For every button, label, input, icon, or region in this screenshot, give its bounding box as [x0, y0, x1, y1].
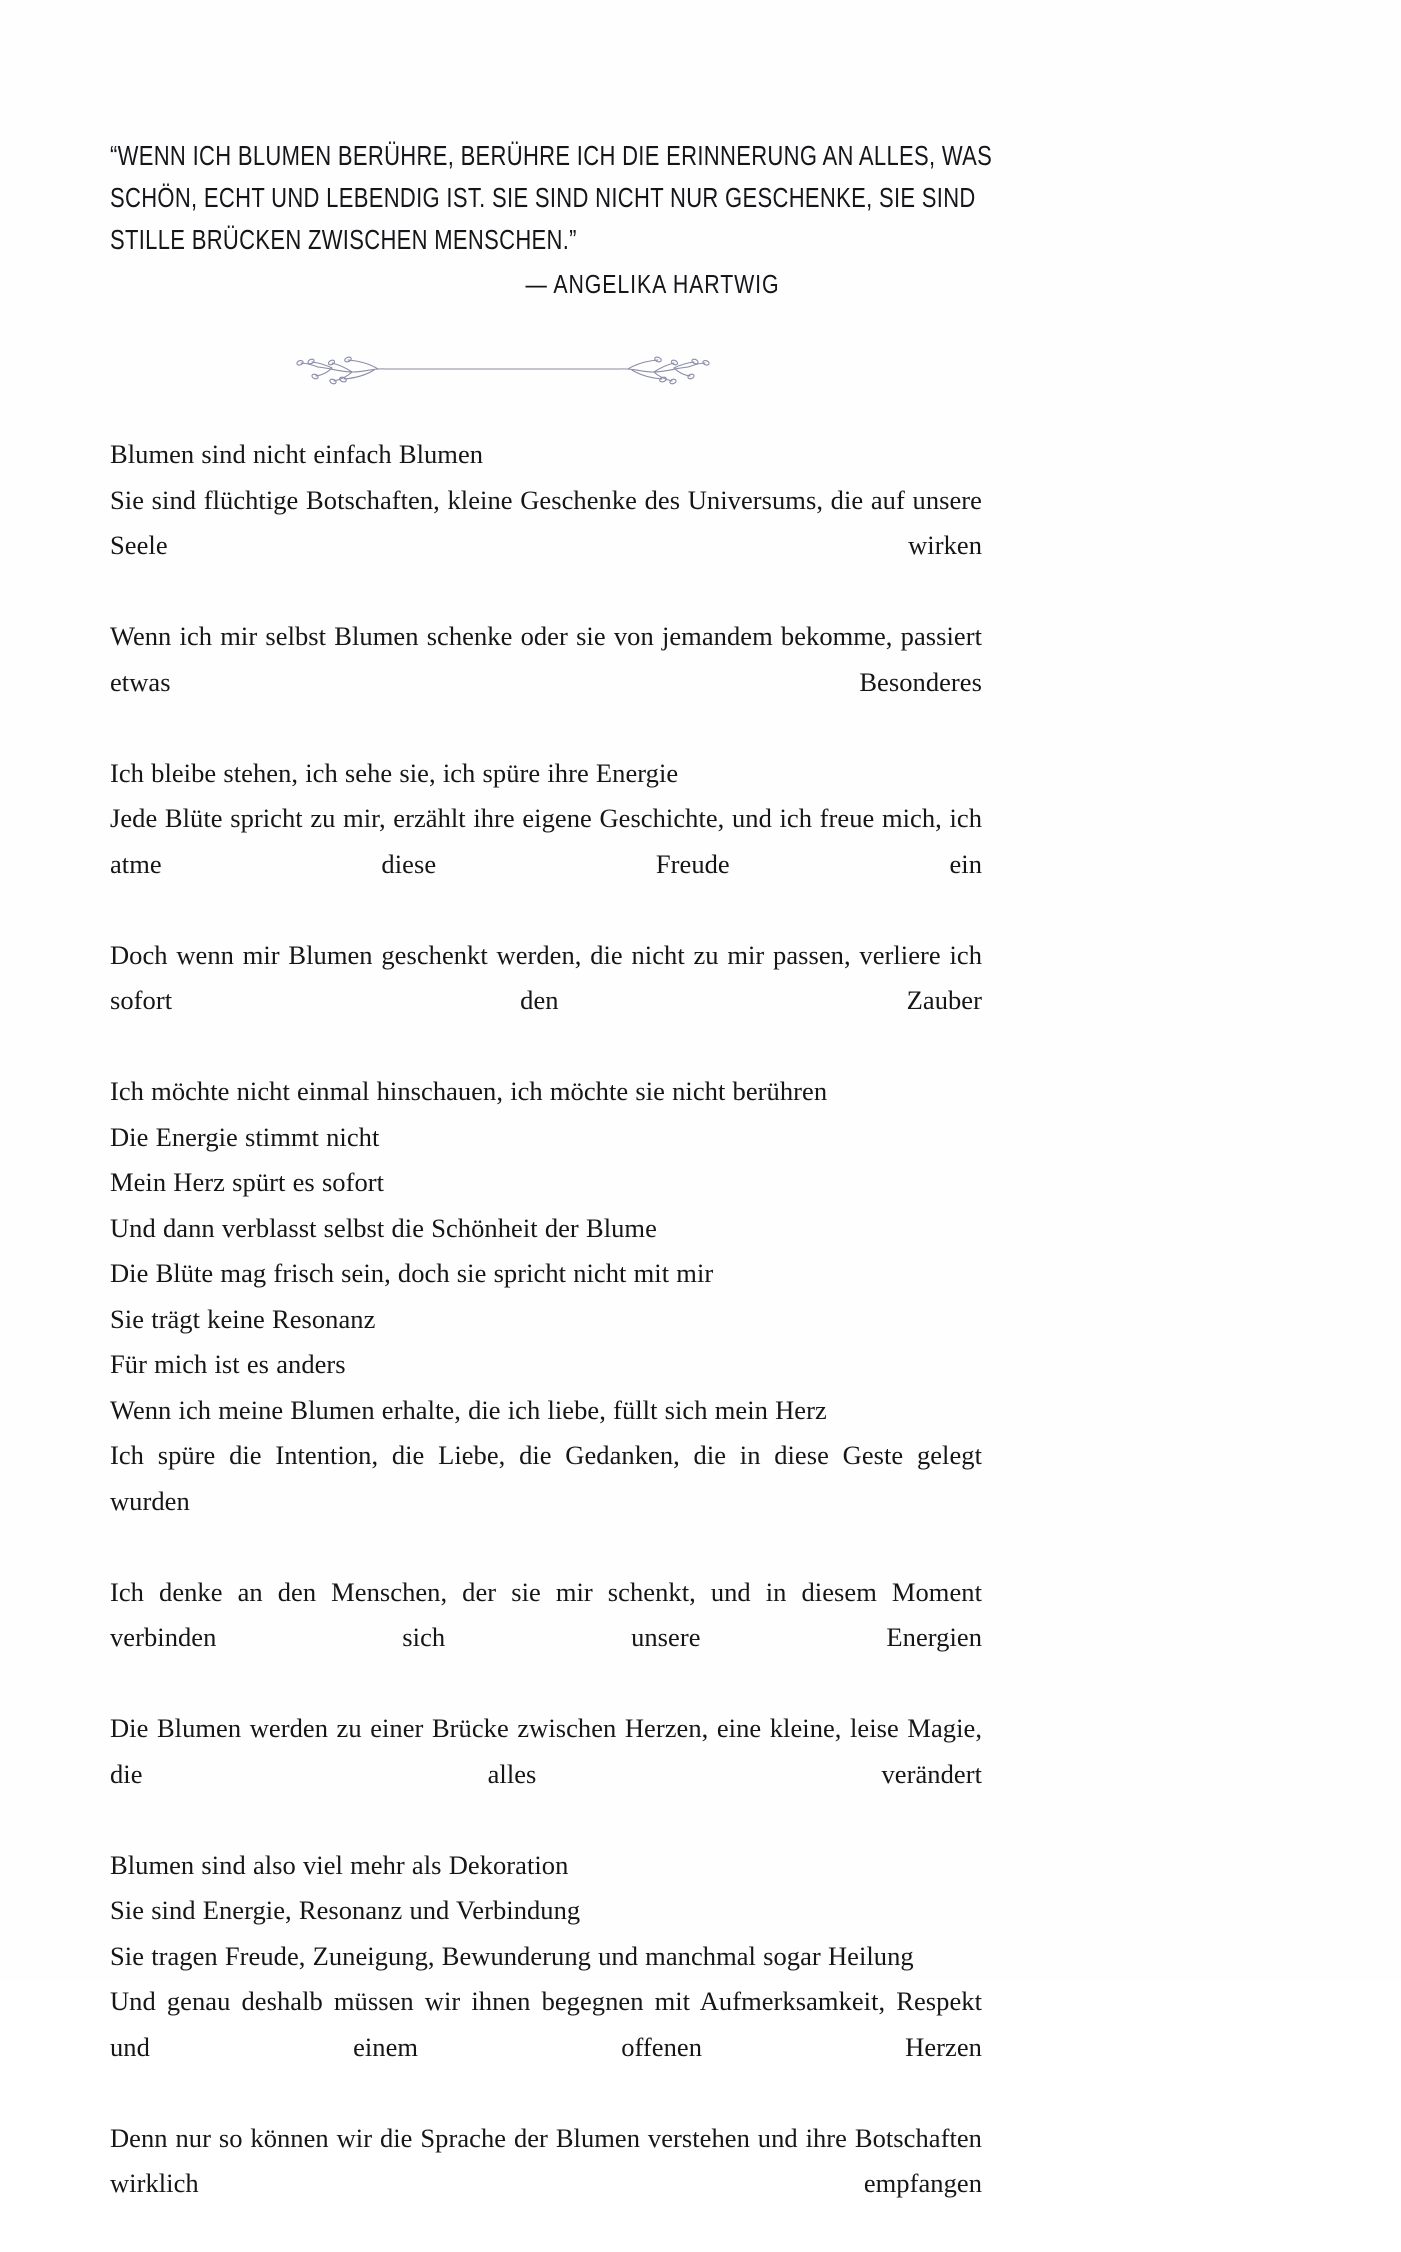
poem-line: Blumen sind nicht einfach Blumen: [110, 432, 982, 478]
poem-body: [110, 432, 982, 2252]
poem-line: Sie tragen Freude, Zuneigung, Bewunderung und manchmal sogar Heilung: [110, 1934, 982, 1980]
botanical-sprig-divider-icon: [278, 348, 728, 390]
poem-line: Die Energie stimmt nicht: [110, 1115, 982, 1161]
poem-line: Denn nur so können wir die Sprache der Blumen verstehen und ihre Botschaften wirklich empfangen: [110, 2116, 982, 2252]
poem-line: Jede Blüte spricht zu mir, erzählt ihre eigene Geschichte, und ich freue mich, ich atme diese Freude ein: [110, 796, 982, 933]
pull-quote-attribution: — ANGELIKA HARTWIG: [208, 265, 1098, 303]
poem-line: Ich spüre die Intention, die Liebe, die Gedanken, die in diese Geste gelegt wurden: [110, 1433, 982, 1570]
ornament-divider: [278, 348, 728, 390]
poem-line: Die Blumen werden zu einer Brücke zwischen Herzen, eine kleine, leise Magie, die alles verändert: [110, 1706, 982, 1843]
poem-line: Mein Herz spürt es sofort: [110, 1160, 982, 1206]
pull-quote-text: “WENN ICH BLUMEN BERÜHRE, BERÜHRE ICH DIE ERINNERUNG AN ALLES, WAS SCHÖN, ECHT UND LEBENDIG IST. SIE SIND NICHT NUR GESCHENKE, SIE SIND STILLE BRÜCKEN ZWISCHEN MENSCHEN.”: [110, 135, 1000, 261]
poem-line: Ich möchte nicht einmal hinschauen, ich möchte sie nicht berühren: [110, 1069, 982, 1115]
poem-line: Ich denke an den Menschen, der sie mir schenkt, und in diesem Moment verbinden sich unsere Energien: [110, 1570, 982, 1707]
poem-line: Sie sind flüchtige Botschaften, kleine Geschenke des Universums, die auf unsere Seele wirken: [110, 478, 982, 615]
poem-line: Die Blüte mag frisch sein, doch sie spricht nicht mit mir: [110, 1251, 982, 1297]
pull-quote-block: [110, 135, 1000, 303]
poem-line: Sie sind Energie, Resonanz und Verbindung: [110, 1888, 982, 1934]
poem-line: Sie trägt keine Resonanz: [110, 1297, 982, 1343]
poem-line: Blumen sind also viel mehr als Dekoration: [110, 1843, 982, 1889]
poem-line: Doch wenn mir Blumen geschenkt werden, die nicht zu mir passen, verliere ich sofort den Zauber: [110, 933, 982, 1070]
poem-line: Wenn ich mir selbst Blumen schenke oder sie von jemandem bekomme, passiert etwas Besonderes: [110, 614, 982, 751]
poem-line: Und dann verblasst selbst die Schönheit der Blume: [110, 1206, 982, 1252]
poem-line: Ich bleibe stehen, ich sehe sie, ich spüre ihre Energie: [110, 751, 982, 797]
poem-line: Wenn ich meine Blumen erhalte, die ich liebe, füllt sich mein Herz: [110, 1388, 982, 1434]
poem-line: Für mich ist es anders: [110, 1342, 982, 1388]
poem-line: Und genau deshalb müssen wir ihnen begegnen mit Aufmerksamkeit, Respekt und einem offenen Herzen: [110, 1979, 982, 2116]
